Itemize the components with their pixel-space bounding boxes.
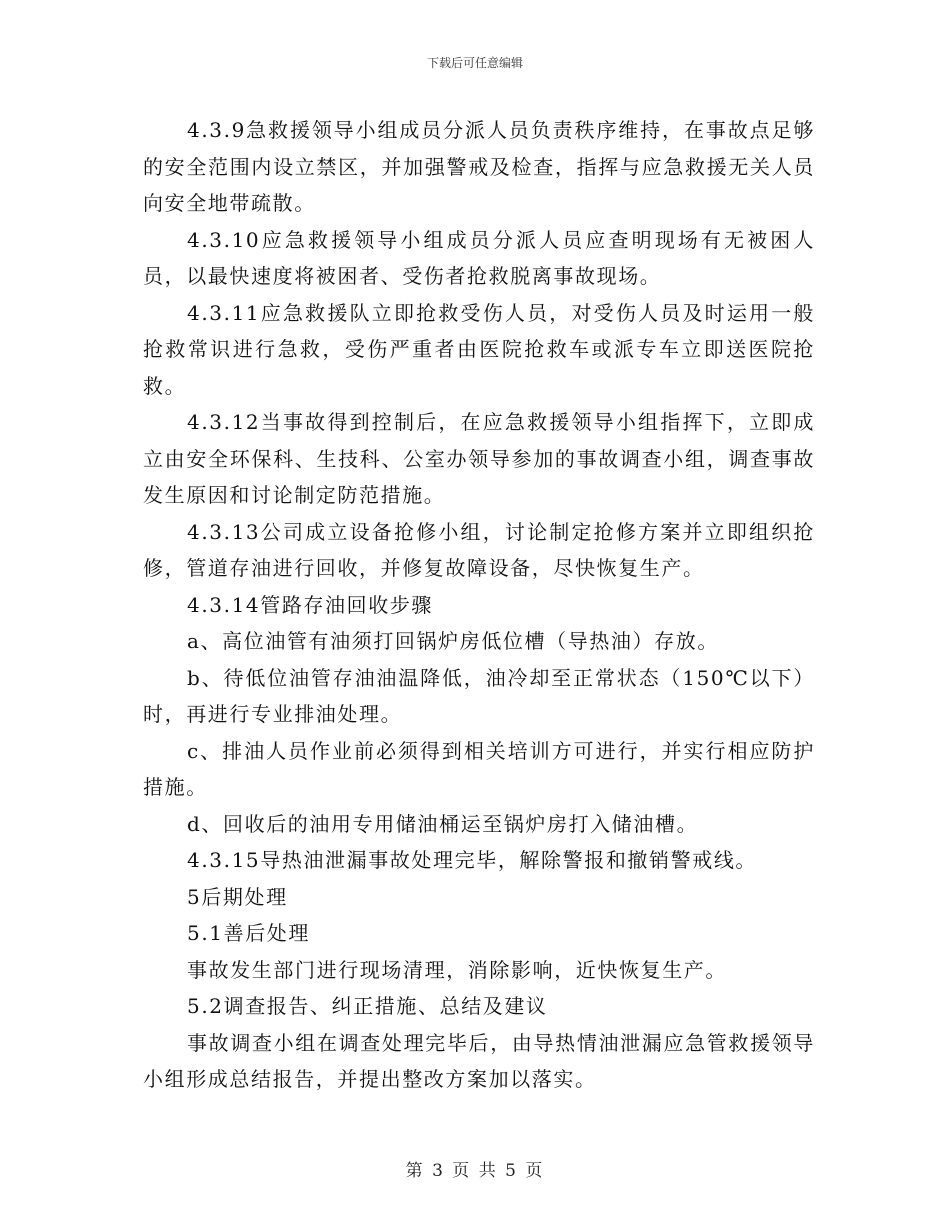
paragraph-4-3-12: 4.3.12当事故得到控制后，在应急救援领导小组指挥下，立即成立由安全环保科、生技科、公室办领导参加的事故调查小组，调查事故发生原因和讨论制定防范措施。 bbox=[143, 410, 815, 507]
list-item-a: a、高位油管有油须打回锅炉房低位槽（导热油）存放。 bbox=[187, 629, 719, 653]
section-heading-5-2: 5.2调查报告、纠正措施、总结及建议 bbox=[187, 994, 548, 1018]
list-item-c: c、排油人员作业前必须得到相关培训方可进行，并实行相应防护措施。 bbox=[143, 738, 815, 799]
paragraph-4-3-14: 4.3.14管路存油回收步骤 bbox=[187, 592, 434, 617]
list-item-d: d、回收后的油用专用储油桶运至锅炉房打入储油槽。 bbox=[187, 811, 699, 836]
document-body bbox=[143, 112, 815, 1098]
paragraph-5-2-body: 事故调查小组在调查处理完毕后，由导热情油泄漏应急管救援领导小组形成总结报告，并提出整改方案加以落实。 bbox=[143, 1030, 815, 1091]
paragraph-4-3-9: 4.3.9急救援领导小组成员分派人员负责秩序维持，在事故点足够的安全范围内设立禁区，并加强警戒及检查，指挥与应急救援无关人员向安全地带疏散。 bbox=[143, 118, 815, 215]
page-number-footer: 第 3 页 共 5 页 bbox=[405, 1161, 545, 1181]
page-header: 下载后可任意编辑 bbox=[426, 56, 523, 70]
paragraph-4-3-15: 4.3.15导热油泄漏事故处理完毕，解除警报和撤销警戒线。 bbox=[187, 848, 758, 872]
paragraph-4-3-13: 4.3.13公司成立设备抢修小组，讨论制定抢修方案并立即组织抢修，管道存油进行回收，并修复故障设备，尽快恢复生产。 bbox=[143, 519, 815, 580]
list-item-b: b、待低位油管存油油温降低，油冷却至正常状态（150℃以下）时，再进行专业排油处理。 bbox=[143, 665, 815, 726]
section-heading-5: 5后期处理 bbox=[187, 884, 288, 909]
paragraph-5-1-body: 事故发生部门进行现场清理，消除影响，近快恢复生产。 bbox=[187, 957, 727, 982]
paragraph-4-3-10: 4.3.10应急救援领导小组成员分派人员应查明现场有无被困人员，以最快速度将被困者、受伤者抢救脱离事故现场。 bbox=[143, 227, 815, 288]
section-heading-5-1: 5.1善后处理 bbox=[187, 921, 311, 945]
paragraph-4-3-11: 4.3.11应急救援队立即抢救受伤人员，对受伤人员及时运用一般抢救常识进行急救，受伤严重者由医院抢救车或派专车立即送医院抢救。 bbox=[143, 300, 815, 398]
